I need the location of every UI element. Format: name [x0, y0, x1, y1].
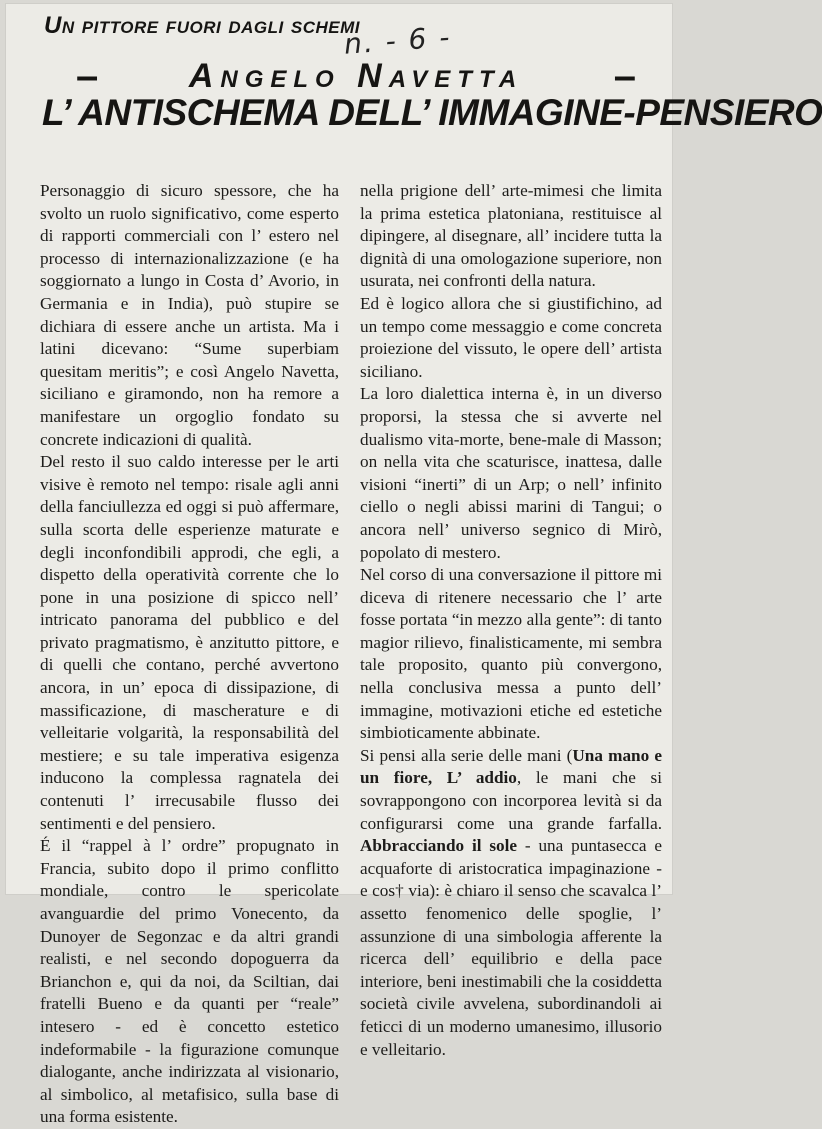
right-paragraph-2: Ed è logico allora che si giustifichino, ad un tempo come messaggio e come concreta proiezione del vissuto, le opere dell’ artista siciliano.: [360, 293, 662, 381]
artist-name: Angelo Navetta: [188, 57, 524, 95]
p5-end: - una puntasecca e acquaforte di aristocratica impaginazione - e cos† via): è chiaro il senso che scavalca l’ assetto fenomenico delle spoglie, l’ assunzione di una simbologia afferente la ricerca dell’ equilibrio e della pace interiore, beni inestimabili che la cosiddetta società civile avvelena, subordinandoli ai feticci di un moderno umanesimo, illusorio e velleitario.: [360, 836, 662, 1059]
left-column: [40, 180, 339, 1129]
left-paragraph-3: É il “rappel à l’ ordre” propugnato in Francia, subito dopo il primo conflitto mondiale, contro le spericolate avanguardie del primo Vonecento, da Dunoyer de Segonzac e da altri grandi realisti, e nel secondo dopoguerra da Brianchon e, qui da noi, da Sciltian, dai fratelli Bueno e da quanti per “reale” intesero - ed è concetto estetico indeformabile - la figurazione comunque dialogante, anche indirizzata al visionario, al simbolico, al metafisico, sulla base di una forma esistente.: [40, 836, 339, 1127]
p5-bold-title-1: Una mano e un fiore, L’ addio: [360, 745, 662, 788]
title-dash-right: –: [613, 54, 636, 98]
p5-bold-title-2: Abbracciando il sole: [360, 836, 518, 856]
article-page: [6, 4, 822, 1127]
right-paragraph-4: Nel corso di una conversazione il pittore mi diceva di ritenere necessario che l’ arte fosse portata “in mezzo alla gente”: di tanto magior rilievo, finalisticamente, mi sembra tale proposito, quanto più convergono, nella conclusiva messa a punto dell’ immagine, motivazioni etiche ed estetiche simbioticamente abbinate.: [360, 565, 662, 743]
p5-start: Si pensi alla serie delle mani (: [360, 745, 573, 765]
p5-middle: , le mani che si sovrappongono con incorporea levità si da configurarsi come una grande farfalla.: [360, 768, 662, 833]
left-paragraph-2: Del resto il suo caldo interesse per le arti visive è remoto nel tempo: risale agli anni della fanciullezza ed oggi si può affermare, sulla scorta delle esperienze maturate e degli inconfondibili approdi, che egli, a dispetto della operatività corrente che lo pone in una posizione di spicco nell’ intricato panorama del pubblico e del privato pragmatismo, è anzitutto pittore, e di quelli che contano, perché avvertono ancora, in un’ epoca di dissipazione, di massificazione, di mascherature e di velleitarie volgarità, la responsabilità del mestiere; e su tale imperativa esigenza inducono la complessa ragnatela dei contenuti l’ irrecusabile flusso dei sentimenti e del pensiero.: [40, 452, 339, 833]
article-headline: L’ ANTISCHEMA DELL’ IMMAGINE-PENSIERO: [42, 92, 822, 133]
title-dash-left: –: [76, 54, 99, 98]
right-paragraph-3: La loro dialettica interna è, in un diverso proporsi, la stessa che si avverte nel dualismo vita-morte, bene-male di Masson; on nella vita che scaturisce, inattesa, dalle visioni “inerti” di un Arp; o nell’ infinito ciello o negli abissi marini di Tangui; o ancora nell’ universo segnico di Mirò, popolato di mestero.: [360, 384, 662, 562]
handwritten-note: n. - 6 -: [342, 20, 453, 61]
right-paragraph-1: nella prigione dell’ arte-mimesi che limita la prima estetica platoniana, restituisce al dipingere, al disegnare, all’ incidere tutta la dignità di una omologazione superiore, non usurata, nei confronti della natura.: [360, 181, 662, 291]
left-paragraph-1: Personaggio di sicuro spessore, che ha svolto un ruolo significativo, come esperto di rapporti commerciali con l’ estero nel processo di internazionalizzazione (e ha soggiornato a lungo in Costa d’ Avorio, in Germania e in India), può stupire se dichiara di essere anche un artista. Ma i latini dicevano: “Sume superbiam quesitam meritis”; e così Angelo Navetta, siciliano e giramondo, non ha remore a manifestare un orgoglio fondato su concrete indicazioni di qualità.: [40, 181, 339, 449]
right-column: [360, 180, 662, 1061]
article-kicker: Un pittore fuori dagli schemi: [44, 12, 361, 39]
right-paragraph-5: [360, 745, 662, 1061]
